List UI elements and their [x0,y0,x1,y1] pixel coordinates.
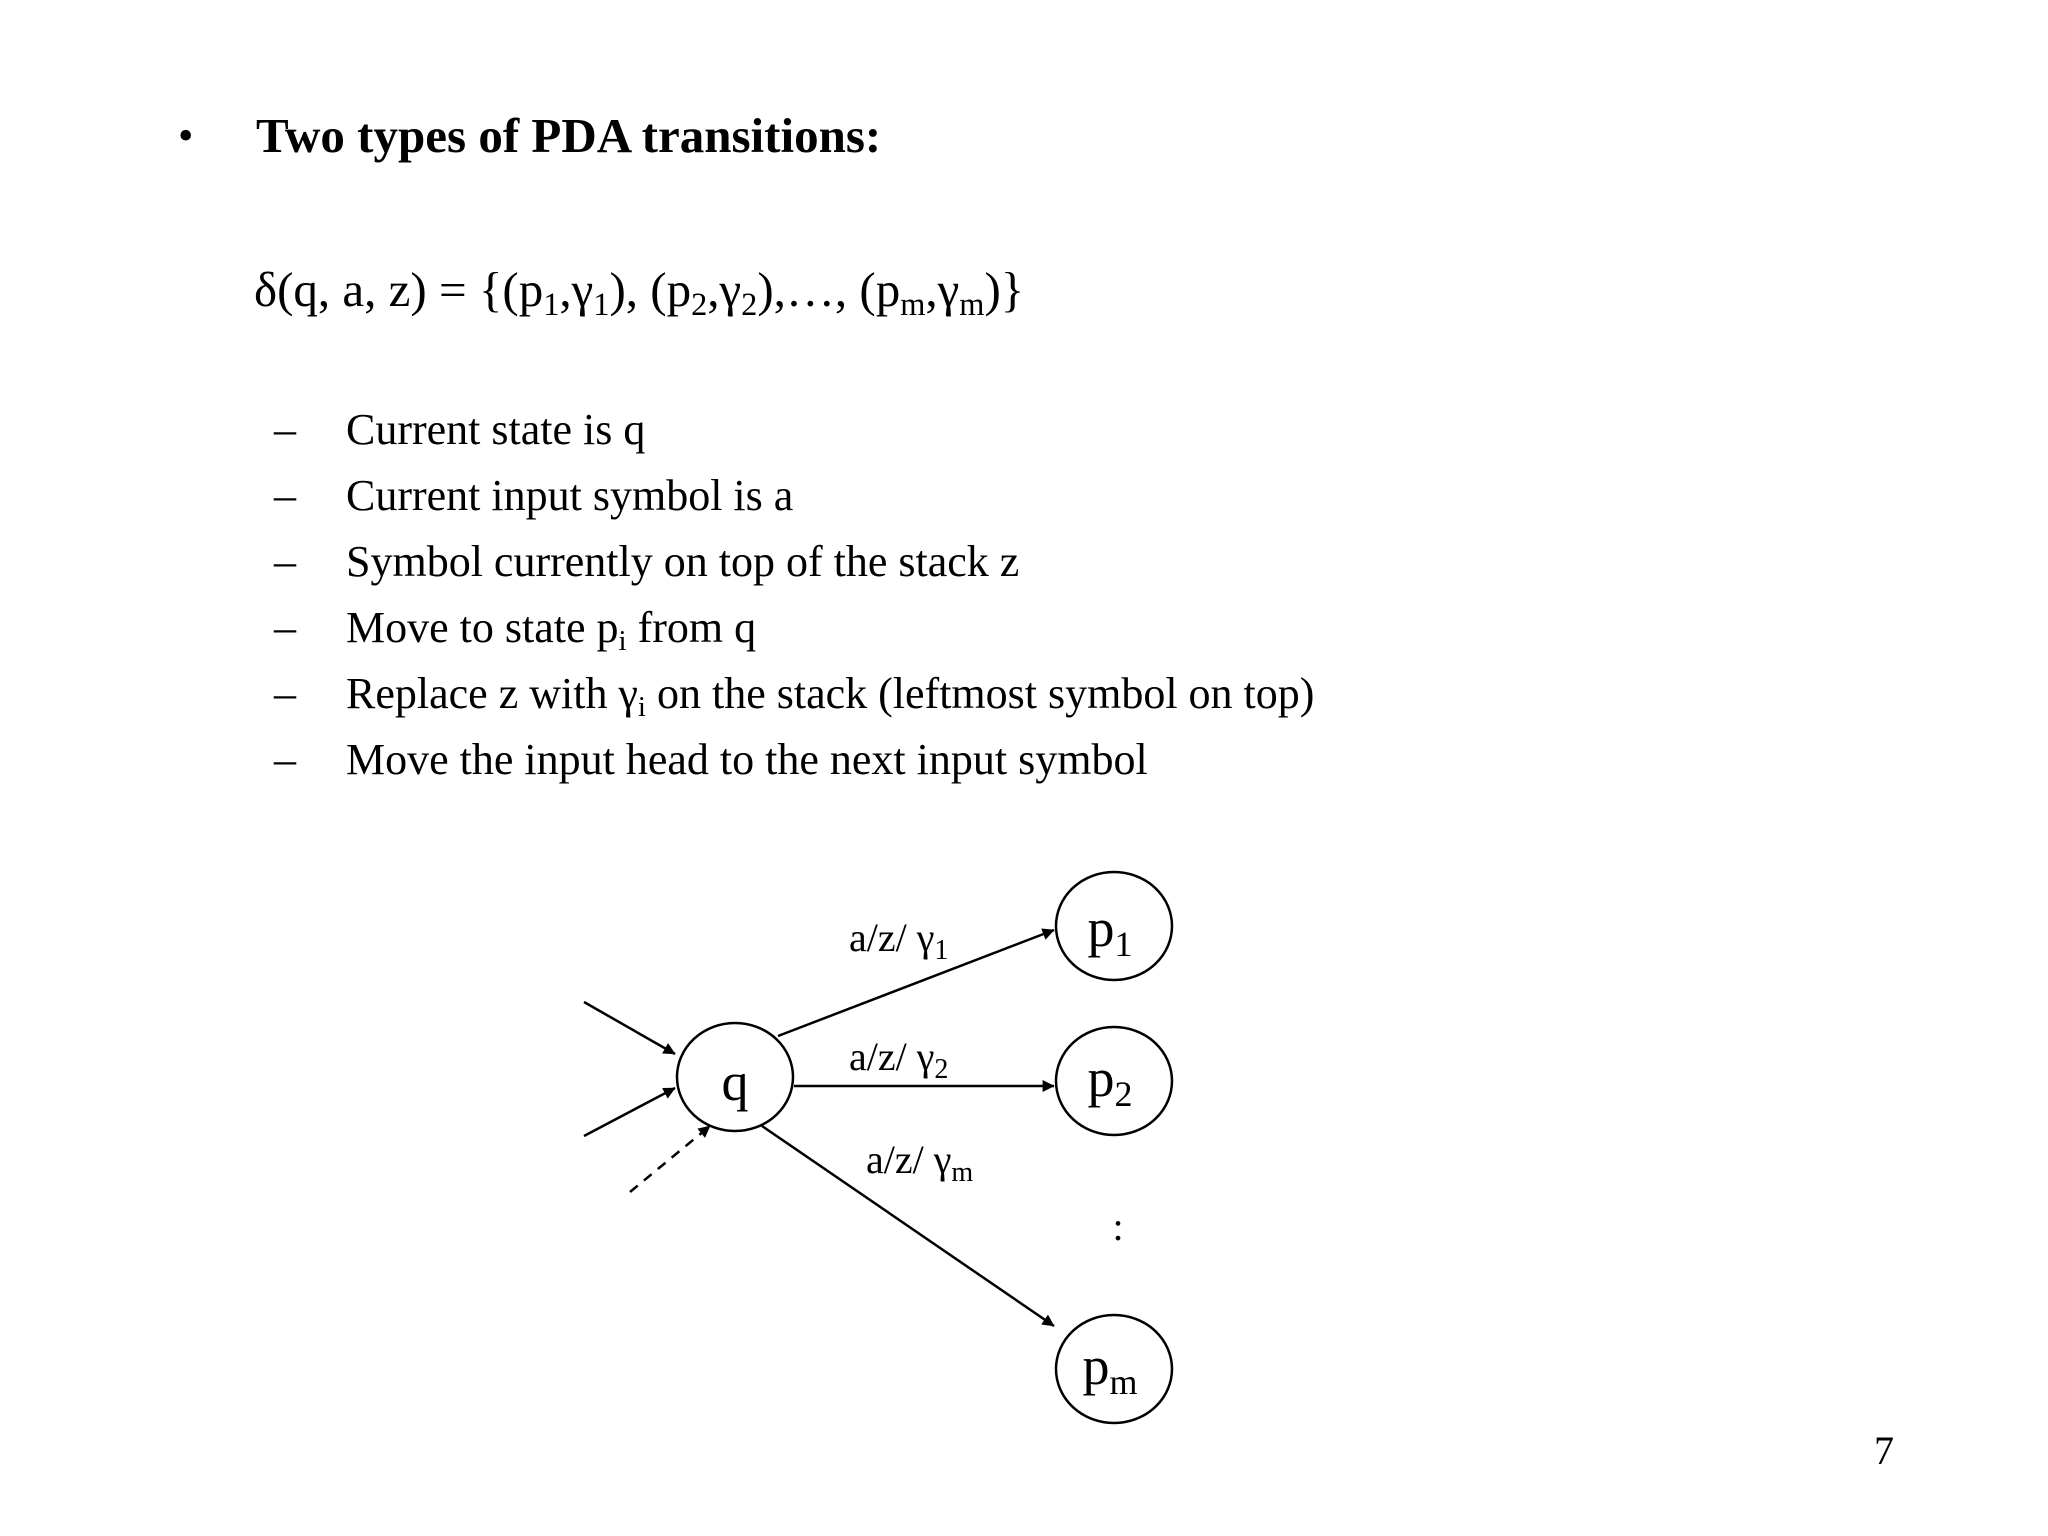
dash-marker: – [274,735,296,784]
formula-lhs: δ(q, a, z) = {( [254,262,519,317]
list-item-text-post: on the stack (leftmost symbol on top) [645,669,1315,718]
formula-pm-sub: m [900,286,926,323]
list-item-text: Move the input head to the next input symbol [346,735,1148,784]
edge-label-p2-text: a/z/ γ [849,1034,935,1079]
state-pm-sub: m [1109,1362,1138,1402]
formula-gamma2-sub: 2 [741,286,758,323]
incoming-arrow-1 [584,1002,675,1054]
dash-marker: – [274,405,296,454]
formula-end: )} [984,262,1025,317]
formula-p1-sub: 1 [543,286,560,323]
formula-gamma2: γ [719,262,742,317]
list-item-text: Current state is q [346,405,646,454]
edge-label-pm-sub: m [951,1157,974,1188]
formula-gamma1: γ [571,262,594,317]
list-item-text-post: from q [626,603,757,652]
state-p2-letter: p [1087,1048,1115,1108]
formula-pm: p [875,262,901,317]
list-item-text-pre: Move to state p [346,603,619,652]
state-pm-letter: p [1082,1336,1110,1396]
slide-heading: Two types of PDA transitions: [256,108,882,163]
edge-label-p2-sub: 2 [934,1054,949,1085]
edge-label-pm-text: a/z/ γ [866,1137,952,1182]
formula-p2-sub: 2 [691,286,708,323]
vertical-ellipsis: : [1112,1204,1124,1249]
page-number: 7 [1874,1428,1894,1473]
dash-marker: – [274,471,296,520]
list-item-text: Symbol currently on top of the stack z [346,537,1020,586]
state-p2-sub: 2 [1114,1074,1133,1114]
edge-label-p1 [849,915,948,966]
list-item-subscript: i [637,691,646,724]
edge-label-pm [866,1137,973,1188]
formula-gammam: γ [937,262,960,317]
formula-p1: p [518,262,544,317]
list-item-text-pre: Replace z with γ [346,669,638,718]
incoming-arrow-2 [584,1088,675,1136]
formula-mid: ),…, ( [757,262,876,317]
transition-function-formula: δ(q, a, $z) = \{(p_1,\gamma_1)$, $(p_2,\gamma_2),\dots$, $(p_m,\gamma_m)$} [254,262,1025,323]
dash-marker: – [274,603,296,652]
edge-label-p1-text: a/z/ γ [849,915,935,960]
list-item-text: Current input symbol is a [346,471,794,520]
dash-marker: – [274,669,296,718]
dash-marker: – [274,537,296,586]
formula-gamma1-sub: 1 [593,286,610,323]
incoming-arrow-dashed [630,1126,710,1192]
formula-gammam-sub: m [959,286,985,323]
state-p1-letter: p [1087,898,1115,958]
state-p1-sub: 1 [1114,924,1133,964]
bullet-point: • [178,111,194,160]
list-item-subscript: i [618,625,627,658]
state-q-label: q [721,1052,749,1112]
edge-label-p1-sub: 1 [934,935,949,966]
edge-label-p2 [849,1034,948,1085]
formula-p2: p [666,262,692,317]
